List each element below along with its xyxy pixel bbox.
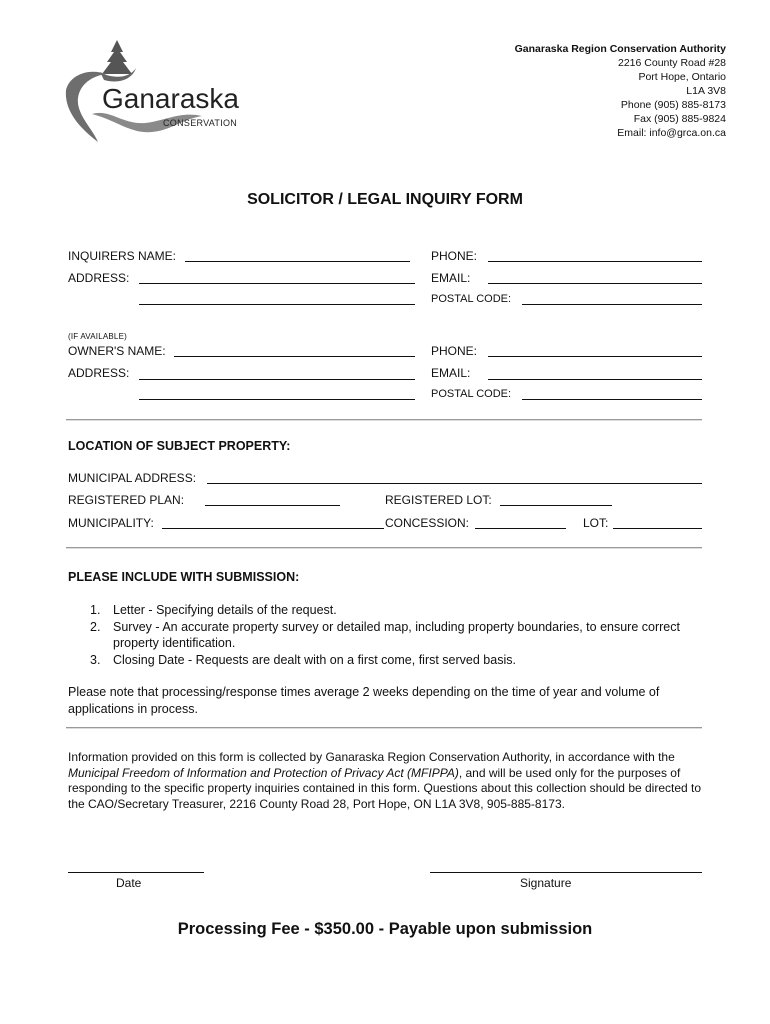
- privacy-text-1: Information provided on this form is collected by Ganaraska Region Conservation Authority, in accordance with the: [68, 750, 675, 764]
- org-email: Email: info@grca.on.ca: [617, 127, 726, 139]
- inquirer-phone-field[interactable]: [488, 261, 702, 262]
- form-title: SOLICITOR / LEGAL INQUIRY FORM: [247, 191, 523, 208]
- signature-field[interactable]: [430, 872, 702, 873]
- owner-address-field-2[interactable]: [139, 399, 415, 400]
- inquirer-email-field[interactable]: [488, 283, 702, 284]
- list-item: [68, 652, 708, 669]
- inquirer-address-label: ADDRESS:: [68, 271, 130, 285]
- list-text: Letter - Specifying details of the request.: [113, 603, 337, 617]
- inquirer-email-label: EMAIL:: [431, 271, 471, 285]
- org-street: 2216 County Road #28: [618, 57, 726, 69]
- owner-address-label: ADDRESS:: [68, 366, 130, 380]
- org-phone: Phone (905) 885-8173: [620, 99, 726, 111]
- org-name: Ganaraska Region Conservation Authority: [514, 43, 726, 55]
- owner-phone-label: PHONE:: [431, 344, 478, 358]
- list-number: 2.: [90, 619, 101, 634]
- owner-name-field[interactable]: [174, 356, 415, 357]
- privacy-text-2: , and will be used only for the purposes of responding to the specific property inquiries contained in this form. Questions about this collection should be directed to the CAO/Secretary Treasurer, 2216 County Road 28, Port Hope, ON L1A 3V8, 905-885-8173.: [68, 765, 702, 811]
- owner-postal-label: POSTAL CODE:: [431, 388, 512, 400]
- ganaraska-logo: [62, 38, 242, 146]
- logo-graphic: [62, 38, 242, 146]
- owner-email-label: EMAIL:: [431, 366, 471, 380]
- inquirer-phone-label: PHONE:: [431, 249, 478, 263]
- submission-list: [68, 602, 708, 668]
- registered-lot-label: REGISTERED LOT:: [385, 493, 492, 507]
- org-city: Port Hope, Ontario: [638, 71, 726, 83]
- municipal-address-label: MUNICIPAL ADDRESS:: [68, 471, 197, 485]
- owner-phone-field[interactable]: [488, 356, 702, 357]
- divider: [66, 727, 702, 729]
- org-postal: L1A 3V8: [686, 85, 726, 97]
- privacy-act-name: Municipal Freedom of Information and Protection of Privacy Act (MFIPPA): [68, 765, 459, 780]
- owner-name-label: OWNER'S NAME:: [68, 344, 166, 358]
- concession-label: CONCESSION:: [385, 516, 470, 530]
- lot-field[interactable]: [613, 528, 702, 529]
- inquirer-address-field-2[interactable]: [139, 304, 415, 305]
- org-fax: Fax (905) 885-9824: [633, 113, 726, 125]
- municipal-address-field[interactable]: [207, 483, 702, 484]
- registered-plan-field[interactable]: [205, 505, 340, 506]
- registered-plan-label: REGISTERED PLAN:: [68, 493, 185, 507]
- registered-lot-field[interactable]: [500, 505, 612, 506]
- date-field[interactable]: [68, 872, 204, 873]
- list-item: [68, 619, 708, 652]
- location-heading: LOCATION OF SUBJECT PROPERTY:: [68, 439, 291, 453]
- inquirer-address-field[interactable]: [139, 283, 415, 284]
- signature-label: Signature: [520, 876, 572, 890]
- lot-label: LOT:: [583, 516, 609, 530]
- date-label: Date: [116, 876, 142, 890]
- processing-fee: Processing Fee - $350.00 - Payable upon submission: [177, 920, 593, 938]
- inquirer-postal-field[interactable]: [522, 304, 702, 305]
- municipality-field[interactable]: [162, 528, 384, 529]
- list-item: [68, 602, 708, 619]
- municipality-label: MUNICIPALITY:: [68, 516, 154, 530]
- list-number: 1.: [90, 603, 101, 617]
- submission-heading: PLEASE INCLUDE WITH SUBMISSION:: [68, 570, 300, 584]
- list-text: Survey - An accurate property survey or detailed map, including property boundaries, to ensure correct property identification.: [113, 619, 680, 650]
- owner-email-field[interactable]: [488, 379, 702, 380]
- divider: [66, 419, 702, 421]
- inquirer-name-label: INQUIRERS NAME:: [68, 249, 177, 263]
- logo-subtitle: CONSERVATION: [163, 118, 238, 128]
- privacy-notice: [68, 750, 708, 812]
- inquirer-name-field[interactable]: [185, 261, 410, 262]
- owner-postal-field[interactable]: [522, 399, 702, 400]
- if-available-note: (IF AVAILABLE): [68, 332, 127, 341]
- logo-wordmark: Ganaraska: [102, 83, 239, 114]
- concession-field[interactable]: [475, 528, 566, 529]
- owner-address-field[interactable]: [139, 379, 415, 380]
- inquirer-postal-label: POSTAL CODE:: [431, 293, 512, 305]
- processing-note: Please note that processing/response times average 2 weeks depending on the time of year and volume of applications in process.: [68, 685, 660, 716]
- list-number: 3.: [90, 652, 101, 667]
- list-text: Closing Date - Requests are dealt with on a first come, first served basis.: [113, 652, 516, 667]
- divider: [66, 547, 702, 549]
- org-address-block: [515, 42, 726, 140]
